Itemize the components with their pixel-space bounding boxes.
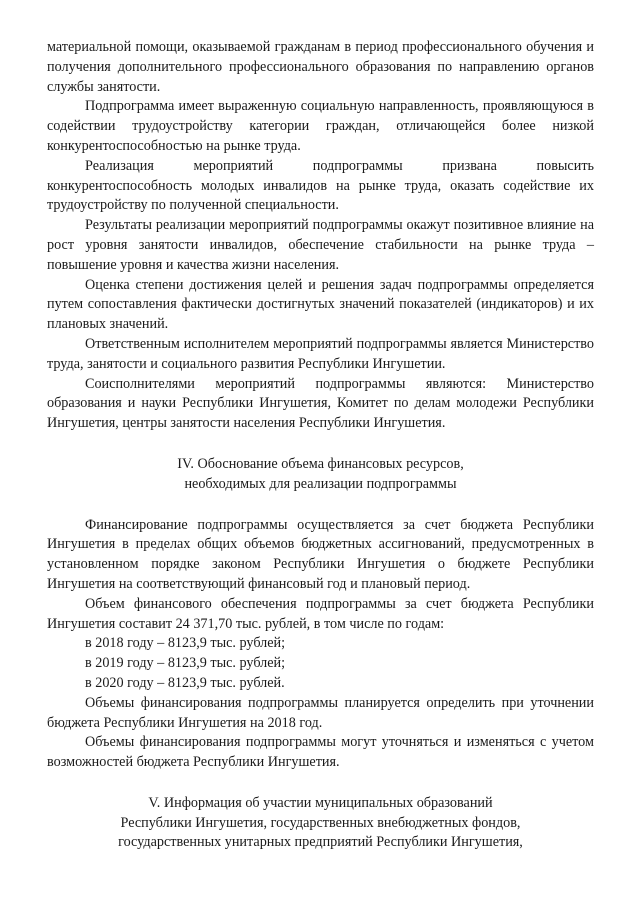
section-5-heading-line-3: государственных унитарных предприятий Республики Ингушетия, bbox=[118, 834, 523, 851]
paragraph-responsible-executor: Ответственным исполнителем мероприятий подпрограммы является Министерство труда, занятости и социального развития Республики Ингушетии. bbox=[47, 335, 594, 372]
paragraph-co-executors: Соисполнителями мероприятий подпрограммы являются: Министерство образования и науки Республики Ингушетия, Комитет по делам молодежи Республики Ингушетия, центры занятости населения Республики Ингушетия. bbox=[47, 375, 594, 432]
paragraph-implementation: Реализация мероприятий подпрограммы призвана повысить конкурентоспособность молодых инвалидов на рынке труда, оказать содействие их трудоустройству по полученной специальности. bbox=[47, 157, 594, 214]
paragraph-evaluation: Оценка степени достижения целей и решения задач подпрограммы определяется путем сопоставления фактически достигнутых значений показателей (индикаторов) и их плановых значений. bbox=[47, 276, 594, 333]
paragraph-social-focus: Подпрограмма имеет выраженную социальную направленность, проявляющуюся в содействии трудоустройству категории граждан, отличающейся более низкой конкурентоспособностью на рынке труда. bbox=[47, 98, 594, 154]
section-5-heading bbox=[47, 794, 594, 853]
paragraph-financing-source: Финансирование подпрограммы осуществляется за счет бюджета Республики Ингушетия в пределах общих объемов бюджетных ассигнований, предусмотренных в установленном порядке законом Республики Ингушетия о бюджете Республики Ингушетия на соответствующий финансовый год и плановый период. bbox=[47, 516, 594, 592]
document-page bbox=[47, 38, 594, 853]
paragraph-financing-adjustment: Объемы финансирования подпрограммы могут уточняться и изменяться с учетом возможностей бюджета Республики Ингушетия. bbox=[47, 734, 594, 771]
paragraph-financing-planning: Объемы финансирования подпрограммы планируется определить при уточнении бюджета Республики Ингушетия на 2018 год. bbox=[47, 694, 594, 731]
section-4-heading-line-1: IV. Обоснование объема финансовых ресурсов, bbox=[177, 455, 464, 472]
paragraph-results: Результаты реализации мероприятий подпрограммы окажут позитивное влияние на рост уровня занятости инвалидов, обеспечение стабильности на рынке труда – повышение уровня и качества жизни населения. bbox=[47, 217, 594, 273]
paragraph-financing-volume: Объем финансового обеспечения подпрограммы за счет бюджета Республики Ингушетия составит 24 371,70 тыс. рублей, в том числе по годам: bbox=[47, 595, 594, 632]
paragraph-continuation: материальной помощи, оказываемой гражданам в период профессионального обучения и получения дополнительного профессионального образования по направлению органов службы занятости. bbox=[47, 39, 594, 95]
section-4-heading bbox=[47, 455, 594, 495]
section-4-heading-line-2: необходимых для реализации подпрограммы bbox=[184, 475, 457, 492]
list-item-year-2018: в 2018 году – 8123,9 тыс. рублей; bbox=[85, 635, 286, 652]
list-item-year-2020: в 2020 году – 8123,9 тыс. рублей. bbox=[85, 674, 285, 691]
section-5-heading-line-1: V. Информация об участии муниципальных образований bbox=[148, 794, 493, 811]
list-item-year-2019: в 2019 году – 8123,9 тыс. рублей; bbox=[85, 655, 286, 672]
section-5-heading-line-2: Республики Ингушетия, государственных внебюджетных фондов, bbox=[120, 814, 521, 831]
